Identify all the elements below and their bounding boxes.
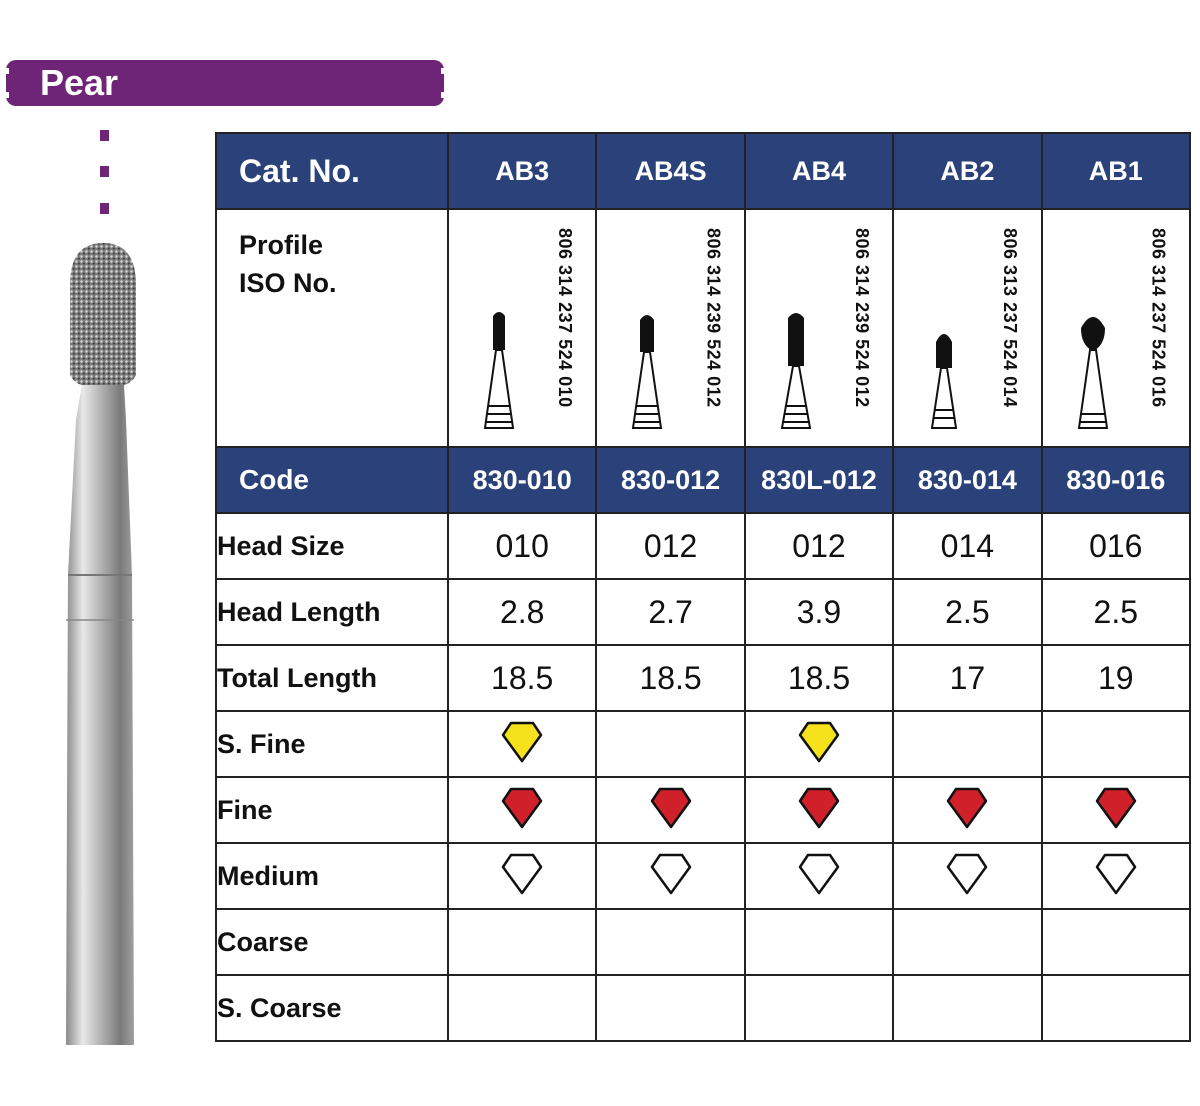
code-label: Code — [216, 447, 448, 513]
row-label: Head Size — [216, 513, 448, 579]
grit-cell — [448, 909, 596, 975]
table-row — [216, 513, 1190, 579]
row-value: 18.5 — [448, 645, 596, 711]
grit-cell — [596, 975, 744, 1041]
cat-no: AB1 — [1042, 133, 1190, 209]
iso-number: 806 314 237 524 016 — [1148, 228, 1169, 408]
grit-cell — [1042, 711, 1190, 777]
grit-cell — [596, 777, 744, 843]
grit-cell — [745, 711, 893, 777]
profile-label-line: Profile — [239, 230, 324, 260]
bur-profile-icon — [627, 310, 667, 440]
diamond-gem-icon — [798, 786, 840, 830]
grit-cell — [745, 777, 893, 843]
profile-label — [216, 209, 448, 447]
spec-table — [215, 132, 1191, 1042]
code-value: 830-010 — [448, 447, 596, 513]
bur-profile-icon — [924, 310, 964, 440]
grit-row — [216, 777, 1190, 843]
row-value: 012 — [596, 513, 744, 579]
row-value: 3.9 — [745, 579, 893, 645]
connector-dot — [100, 130, 109, 141]
grit-cell — [893, 777, 1041, 843]
diamond-gem-icon — [1095, 786, 1137, 830]
iso-number: 806 314 239 524 012 — [851, 228, 872, 408]
diamond-gem-icon — [946, 786, 988, 830]
row-value: 014 — [893, 513, 1041, 579]
grit-cell — [893, 711, 1041, 777]
cat-no: AB4S — [596, 133, 744, 209]
row-value: 2.8 — [448, 579, 596, 645]
cat-no: AB2 — [893, 133, 1041, 209]
code-value: 830-014 — [893, 447, 1041, 513]
header-row — [216, 133, 1190, 209]
grit-label: Medium — [216, 843, 448, 909]
iso-number: 806 313 237 524 014 — [1000, 228, 1021, 408]
grit-row — [216, 711, 1190, 777]
dental-bur-image — [60, 235, 146, 1050]
grit-cell — [596, 711, 744, 777]
section-banner — [6, 60, 444, 106]
grit-cell — [1042, 975, 1190, 1041]
grit-row — [216, 909, 1190, 975]
diamond-gem-icon — [798, 852, 840, 896]
grit-label: S. Coarse — [216, 975, 448, 1041]
diamond-gem-icon — [650, 786, 692, 830]
section-title: Pear — [40, 62, 119, 103]
row-value: 17 — [893, 645, 1041, 711]
cat-no: AB4 — [745, 133, 893, 209]
row-value: 2.5 — [893, 579, 1041, 645]
cat-label: Cat. No. — [216, 133, 448, 209]
table-row — [216, 645, 1190, 711]
grit-cell — [893, 975, 1041, 1041]
grit-cell — [1042, 777, 1190, 843]
grit-cell — [893, 843, 1041, 909]
cat-no: AB3 — [448, 133, 596, 209]
grit-label: Fine — [216, 777, 448, 843]
grit-cell — [596, 909, 744, 975]
diamond-gem-icon — [798, 720, 840, 764]
grit-cell — [1042, 843, 1190, 909]
row-value: 18.5 — [596, 645, 744, 711]
grit-cell — [448, 711, 596, 777]
diamond-gem-icon — [1095, 852, 1137, 896]
row-value: 18.5 — [745, 645, 893, 711]
grit-cell — [448, 843, 596, 909]
row-label: Head Length — [216, 579, 448, 645]
row-value: 012 — [745, 513, 893, 579]
diamond-gem-icon — [501, 852, 543, 896]
row-value: 2.7 — [596, 579, 744, 645]
connector-dot — [100, 166, 109, 177]
grit-cell — [893, 909, 1041, 975]
bur-profile-icon — [776, 310, 816, 440]
grit-row — [216, 843, 1190, 909]
row-value: 010 — [448, 513, 596, 579]
grit-label: S. Fine — [216, 711, 448, 777]
grit-row — [216, 975, 1190, 1041]
iso-number: 806 314 239 524 012 — [703, 228, 724, 408]
code-value: 830-016 — [1042, 447, 1190, 513]
row-value: 016 — [1042, 513, 1190, 579]
row-label: Total Length — [216, 645, 448, 711]
bur-profile-icon — [479, 310, 519, 440]
grit-cell — [448, 777, 596, 843]
diamond-gem-icon — [650, 852, 692, 896]
grit-cell — [596, 843, 744, 909]
grit-label: Coarse — [216, 909, 448, 975]
diamond-gem-icon — [501, 786, 543, 830]
grit-cell — [448, 975, 596, 1041]
bur-profile-icon — [1073, 310, 1113, 440]
code-row — [216, 447, 1190, 513]
code-value: 830-012 — [596, 447, 744, 513]
grit-cell — [745, 909, 893, 975]
grit-cell — [745, 975, 893, 1041]
grit-cell — [745, 843, 893, 909]
diamond-gem-icon — [501, 720, 543, 764]
iso-number: 806 314 237 524 010 — [555, 228, 575, 408]
iso-label-line: ISO No. — [239, 268, 337, 298]
profile-row — [216, 209, 1190, 447]
table-row — [216, 579, 1190, 645]
connector-dot — [100, 203, 109, 214]
grit-cell — [1042, 909, 1190, 975]
diamond-gem-icon — [946, 852, 988, 896]
code-value: 830L-012 — [745, 447, 893, 513]
row-value: 2.5 — [1042, 579, 1190, 645]
row-value: 19 — [1042, 645, 1190, 711]
